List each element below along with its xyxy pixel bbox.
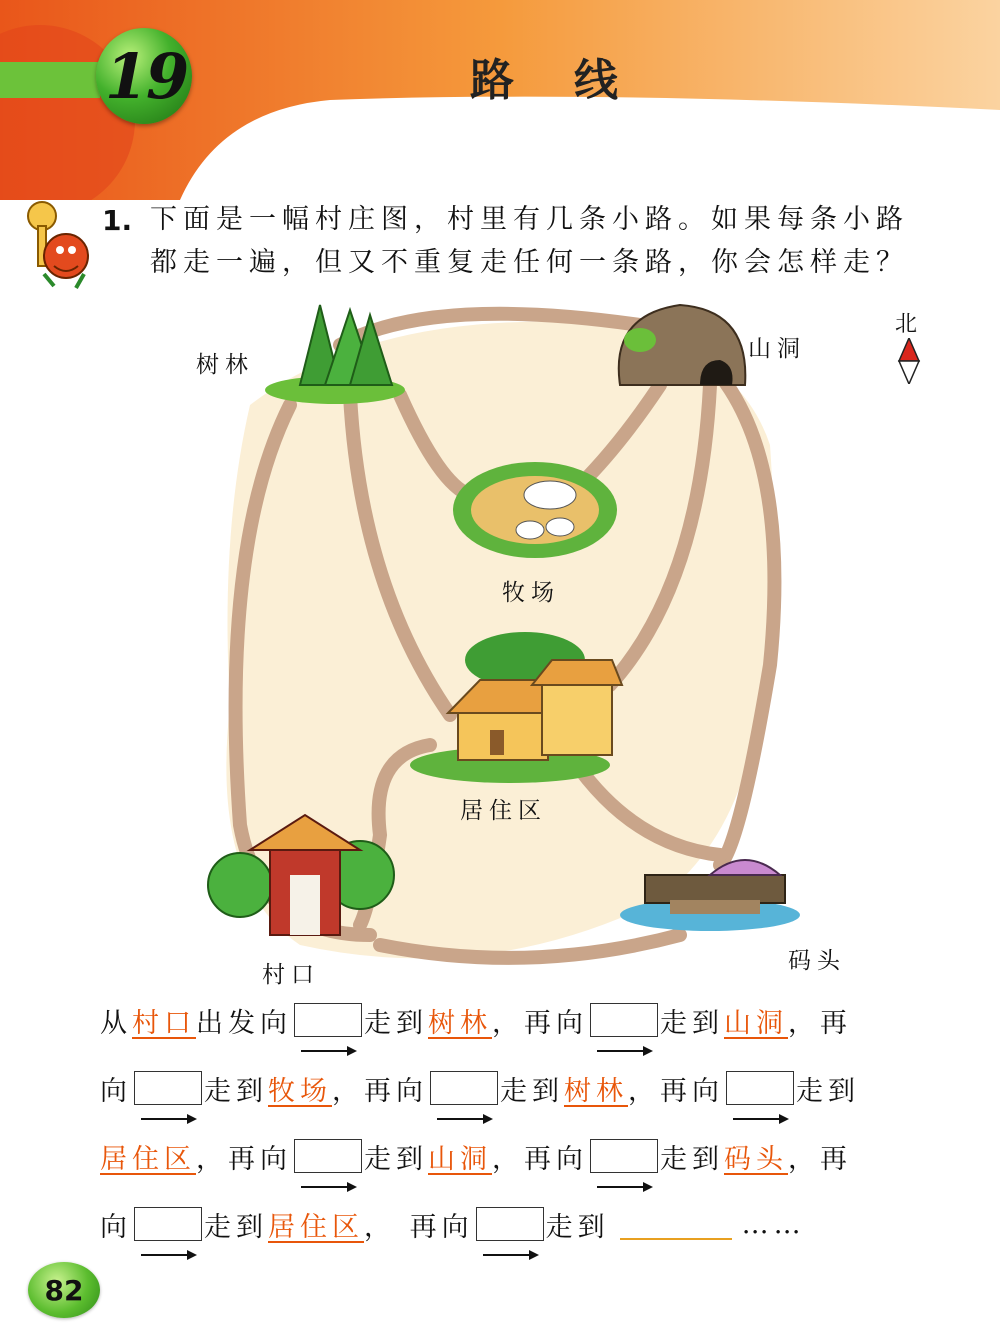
fill-line-1 (100, 996, 940, 1044)
text: 向 (100, 1211, 132, 1243)
text: 走到 (660, 1007, 724, 1039)
place-forest: 树林 (564, 1075, 628, 1107)
page-number: 82 (44, 1274, 84, 1307)
text: 走到 (204, 1075, 268, 1107)
text: 走到 (500, 1075, 564, 1107)
place-pasture: 牧场 (268, 1075, 332, 1107)
question-text: 下面是一幅村庄图，村里有几条小路。如果每条小路都走一遍，但又不重复走任何一条路，你会怎样走？ (150, 204, 909, 278)
fill-line-3 (100, 1132, 940, 1180)
text: 走到 (204, 1211, 268, 1243)
mascot-key-icon (14, 196, 100, 292)
text: 走到 (660, 1143, 724, 1175)
pasture-icon (453, 462, 617, 558)
text: ，再 (788, 1143, 852, 1175)
text: ，再向 (492, 1143, 588, 1175)
village-map (180, 285, 900, 1005)
text: 从 (100, 1007, 132, 1039)
lesson-number: 19 (104, 40, 188, 113)
cave-icon (619, 305, 746, 385)
direction-blank[interactable] (590, 1003, 658, 1037)
place-dock: 码头 (724, 1143, 788, 1175)
text: 出发向 (196, 1007, 292, 1039)
place-residential: 居住区 (268, 1211, 364, 1243)
destination-blank[interactable] (620, 1208, 732, 1240)
label-cave: 山洞 (748, 336, 806, 362)
place-forest: 树林 (428, 1007, 492, 1039)
text: 走到 (545, 1211, 610, 1243)
question-number: 1. (102, 204, 133, 237)
text: 向 (100, 1075, 132, 1107)
text: ，再向 (628, 1075, 724, 1107)
direction-blank[interactable] (476, 1207, 544, 1241)
label-pasture: 牧场 (502, 580, 560, 606)
text: 走到 (796, 1075, 860, 1107)
label-residential: 居住区 (460, 798, 547, 824)
text: ，再向 (492, 1007, 588, 1039)
direction-blank[interactable] (430, 1071, 498, 1105)
ellipsis: …… (741, 1208, 806, 1240)
text: ， 再向 (364, 1211, 474, 1243)
label-dock: 码头 (788, 948, 846, 974)
direction-blank[interactable] (294, 1139, 362, 1173)
label-entrance: 村口 (262, 962, 320, 988)
place-residential: 居住区 (100, 1143, 196, 1175)
text: 走到 (364, 1143, 428, 1175)
label-forest: 树林 (196, 352, 254, 378)
compass-arrow-icon (897, 338, 921, 384)
fill-line-4 (100, 1200, 940, 1248)
north-label: 北 (895, 312, 918, 337)
direction-blank[interactable] (726, 1071, 794, 1105)
place-cave: 山洞 (428, 1143, 492, 1175)
place-entrance: 村口 (132, 1007, 196, 1039)
direction-blank[interactable] (590, 1139, 658, 1173)
text: 走到 (364, 1007, 428, 1039)
direction-blank[interactable] (134, 1207, 202, 1241)
text: ，再向 (332, 1075, 428, 1107)
fill-line-2 (100, 1064, 940, 1112)
direction-blank[interactable] (134, 1071, 202, 1105)
text: ，再向 (196, 1143, 292, 1175)
direction-blank[interactable] (294, 1003, 362, 1037)
place-cave: 山洞 (724, 1007, 788, 1039)
page-title: 路线 (470, 55, 678, 106)
text: ，再 (788, 1007, 852, 1039)
